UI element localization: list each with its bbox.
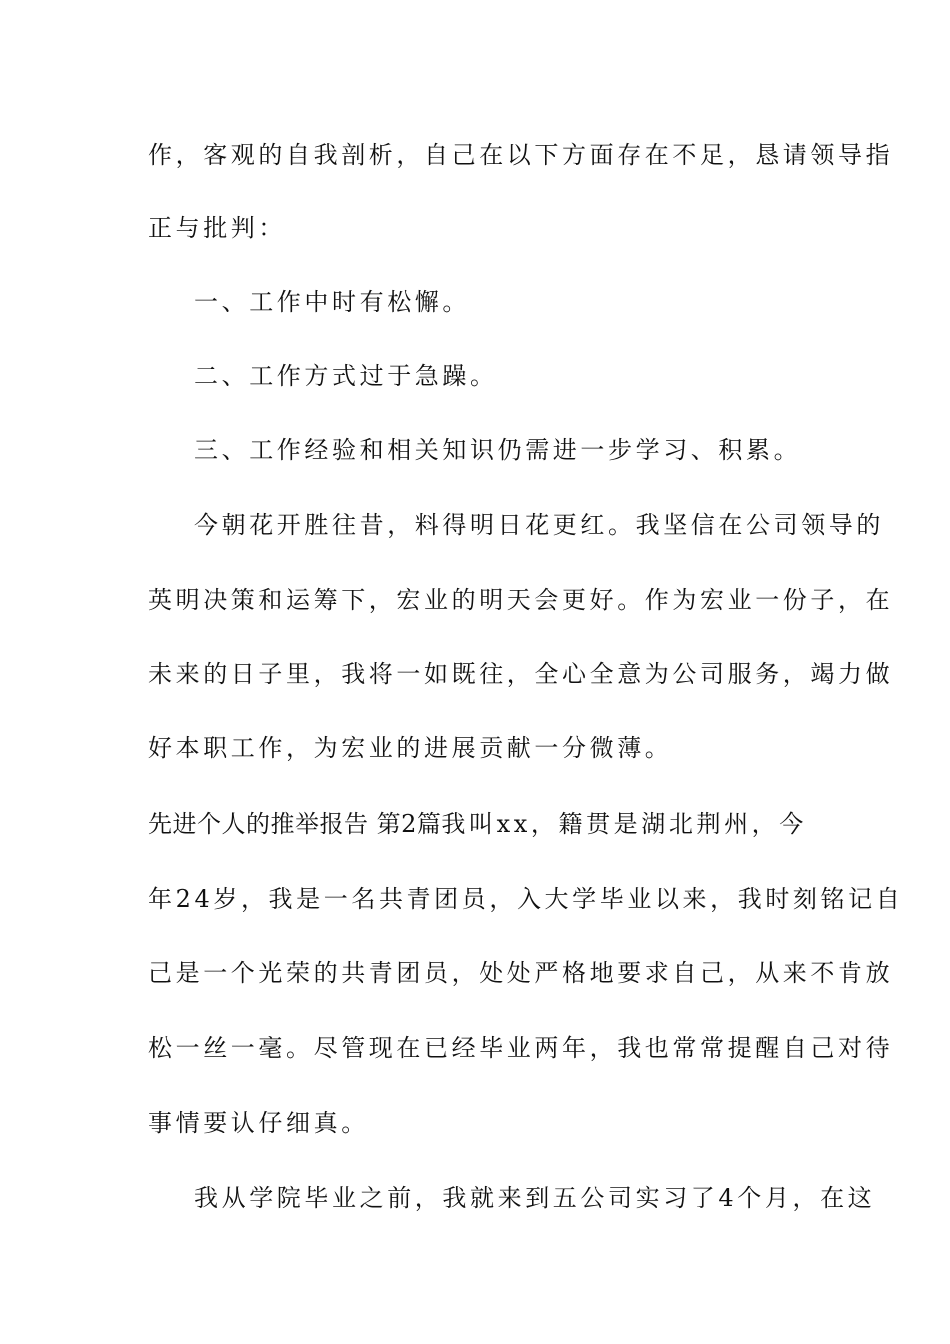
list-item: 一、工作中时有松懈。 — [194, 288, 470, 316]
paragraph-line: 作，客观的自我剖析，自己在以下方面存在不足，恳请领导指 — [148, 141, 894, 169]
paragraph-line: 好本职工作，为宏业的进展贡献一分微薄。 — [148, 734, 673, 762]
list-item: 二、工作方式过于急躁。 — [194, 362, 498, 390]
section-heading: 先进个人的推举报告 第2篇 — [148, 810, 442, 838]
list-item: 三、工作经验和相关知识仍需进一步学习、积累。 — [194, 436, 802, 464]
paragraph-line: 松一丝一毫。尽管现在已经毕业两年，我也常常提醒自己对待 — [148, 1034, 894, 1062]
section-heading-line — [148, 809, 805, 839]
paragraph-line: 事情要认仔细真。 — [148, 1109, 369, 1137]
paragraph-line: 己是一个光荣的共青团员，处处严格地要求自己，从来不肯放 — [148, 959, 894, 987]
paragraph-line: 我从学院毕业之前，我就来到五公司实习了4个月，在这 — [194, 1184, 876, 1212]
paragraph-line: 今朝花开胜往昔，料得明日花更红。我坚信在公司领导的 — [194, 511, 884, 539]
paragraph-line: 未来的日子里，我将一如既往，全心全意为公司服务，竭力做 — [148, 660, 894, 688]
paragraph-line: 年24岁，我是一名共青团员，入大学毕业以来，我时刻铭记自 — [148, 885, 904, 913]
paragraph-line: 英明决策和运筹下，宏业的明天会更好。作为宏业一份子，在 — [148, 586, 894, 614]
paragraph-line: 正与批判： — [148, 214, 286, 242]
paragraph-line: 我叫xx，籍贯是湖北荆州，今 — [441, 810, 807, 838]
